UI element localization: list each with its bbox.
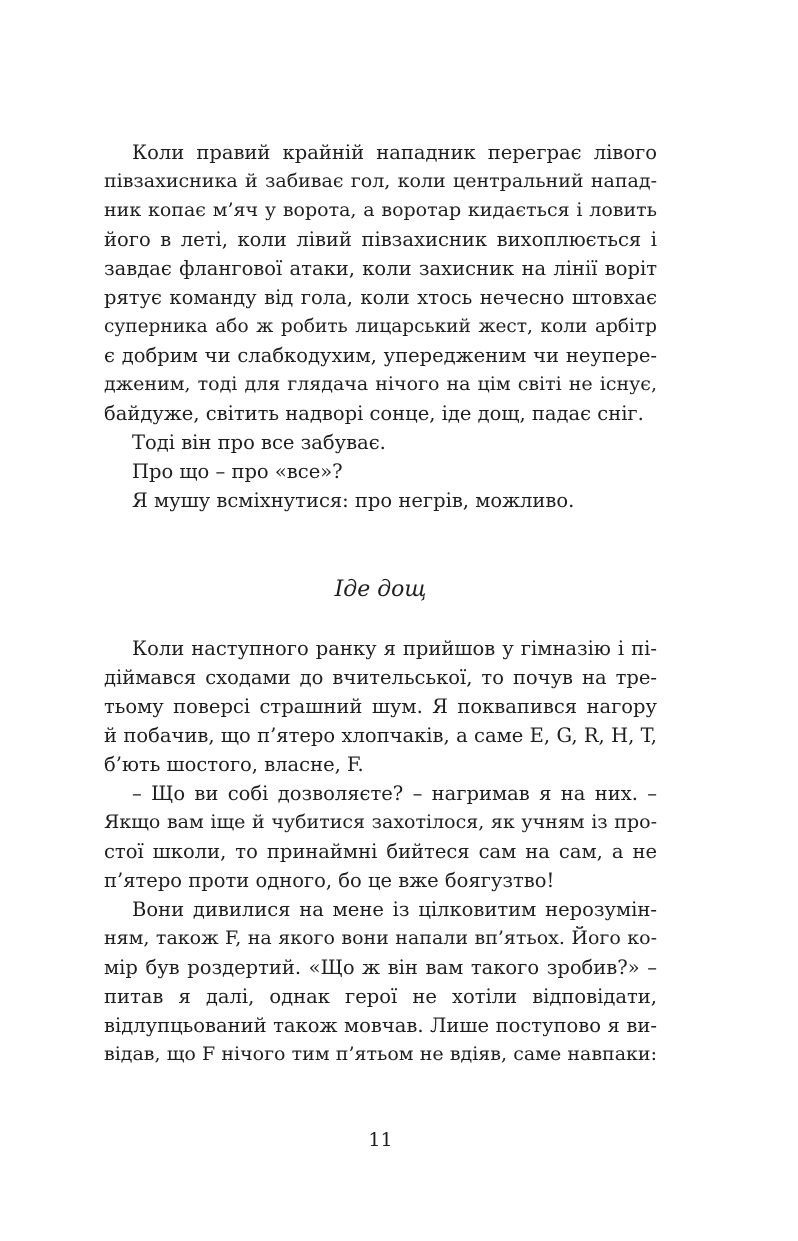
text-line: Тоді він про все забуває. [132,431,386,454]
text-line: й побачив, що п’ятеро хлопчаків, а саме E, G, R, H, T, [104,724,657,747]
text-line: Коли правий крайній нападник переграє лівого [132,141,657,164]
text-line: ник копає м’яч у ворота, а воротар кидається і ловить [104,199,657,221]
section-heading: Іде дощ [334,577,427,602]
text-line: стої школи, то принаймні бийтеся сам на сам, а не [104,840,657,863]
text-line: дженим, тоді для глядача нічого на цім світі не існує, [104,373,657,395]
text-line: півзахисника й забиває гол, коли центральний напад- [104,170,657,192]
text-line: – Що ви собі дозволяєте? – нагримав я на них. – [132,782,657,805]
text-line: Я мушу всміхнутися: про негрів, можливо. [132,489,575,512]
text-line: діймався сходами до вчительської, то почув на тре- [104,666,657,689]
text-line: п’ятеро проти одного, бо це вже боягузтво! [104,869,555,892]
text-line: питав я далі, однак герої не хотіли відповідати, [104,985,657,1008]
text-line: відав, що F нічого тим п’ятьом не вдіяв, саме навпаки: [104,1043,657,1065]
text-line: Якщо вам іще й чубитися захотілося, як учням із про- [104,811,657,833]
text-line: ням, також F, на якого вони напали вп’ятьох. Його ко- [104,927,657,949]
page-number: 11 [368,1129,393,1151]
text-line: рятує команду від гола, коли хтось нечесно штовхає [104,286,657,309]
text-line: тьому поверсі страшний шум. Я поквапився нагору [104,695,657,718]
text-line: завдає флангової атаки, коли захисник на лінії воріт [104,257,657,280]
text-line: його в леті, коли лівий півзахисник вихоплюється і [104,228,657,251]
text-line: Про що – про «все»? [132,460,343,483]
text-line: Коли наступного ранку я прийшов у гімназію і пі- [132,637,657,660]
text-line: відлупцьований також мовчав. Лише поступово я ви- [104,1014,657,1037]
text-line: є добрим чи слабкодухим, упередженим чи неупере- [104,344,657,367]
text-line: Вони дивилися на мене із цілковитим нерозумін- [132,898,657,921]
text-line: суперника або ж робить лицарський жест, коли арбітр [104,316,657,337]
text-line: б’ють шостого, власне, F. [104,753,364,776]
text-line: байдуже, світить надворі сонце, іде дощ, падає сніг. [104,402,644,425]
text-line: мір був роздертий. «Що ж він вам такого зробив?» – [104,956,657,979]
